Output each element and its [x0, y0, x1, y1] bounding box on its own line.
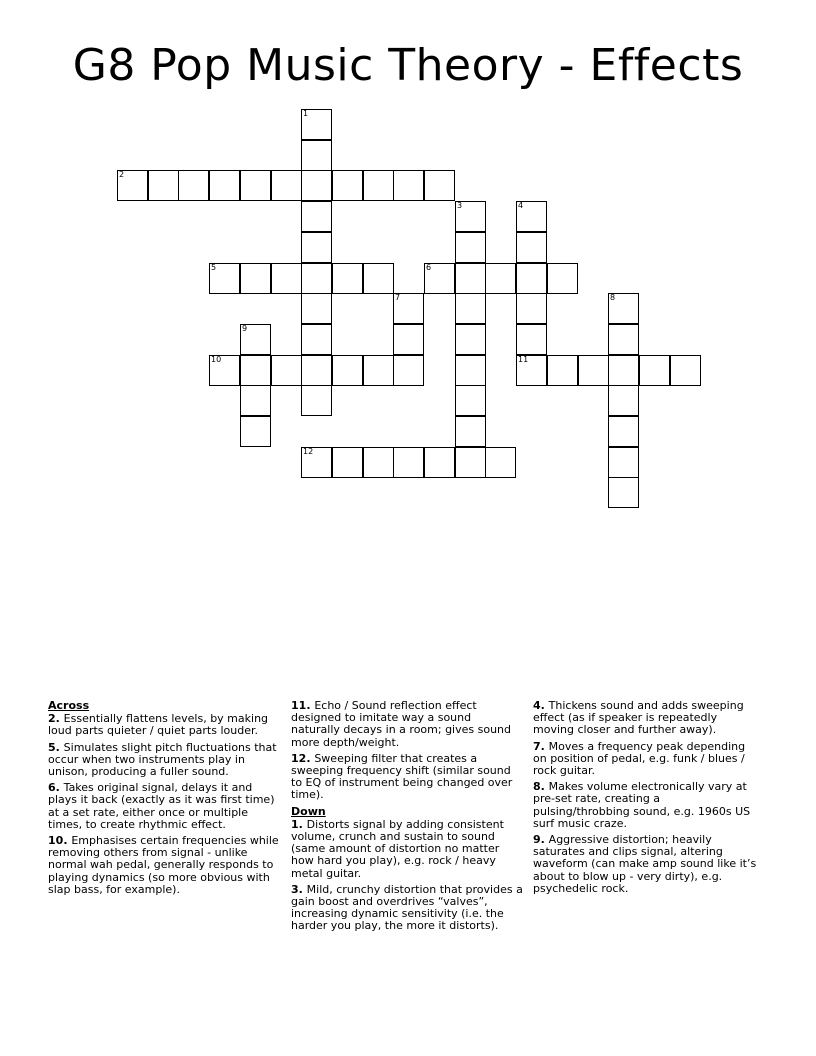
grid-cell[interactable] [455, 447, 486, 478]
grid-cell[interactable] [240, 263, 271, 294]
across-heading: Across [48, 699, 90, 712]
clue-across-5: 5. Simulates slight pitch fluctuations that occur when two instruments play in unison, producing a fuller sound. [48, 740, 277, 779]
grid-cell[interactable] [301, 201, 332, 232]
grid-cell[interactable] [271, 170, 302, 201]
grid-cell[interactable] [301, 385, 332, 416]
grid-cell[interactable] [455, 263, 486, 294]
grid-cell[interactable] [485, 263, 516, 294]
grid-cell[interactable] [578, 355, 609, 386]
clue-column-1 [48, 700, 280, 900]
grid-cell[interactable] [639, 355, 670, 386]
grid-cell[interactable] [332, 170, 363, 201]
grid-cell[interactable] [209, 263, 240, 294]
grid-cell[interactable] [608, 385, 639, 416]
grid-cell[interactable] [363, 355, 394, 386]
clue-down-3: 3. Mild, crunchy distortion that provides a gain boost and overdrives “valves”, increasing dynamic sensitivity (i.e. the harder you play, the more it distorts). [291, 882, 523, 933]
grid-cell[interactable] [424, 263, 455, 294]
grid-cell[interactable] [363, 170, 394, 201]
clue-column-2 [291, 700, 523, 937]
clue-number: 12 [303, 447, 314, 456]
grid-cell[interactable] [424, 170, 455, 201]
grid-cell[interactable] [301, 324, 332, 355]
grid-cell[interactable] [332, 263, 363, 294]
clue-number: 2 [119, 170, 125, 179]
grid-cell[interactable] [301, 355, 332, 386]
clue-down-8: 8. Makes volume electronically vary at pre-set rate, creating a pulsing/throbbing sound, e.g. 1960s US surf music craze. [533, 780, 751, 830]
clue-number: 10 [211, 355, 222, 364]
grid-cell[interactable] [516, 263, 547, 294]
grid-cell[interactable] [301, 447, 332, 478]
grid-cell[interactable] [455, 324, 486, 355]
clue-number: 1 [303, 109, 309, 118]
grid-cell[interactable] [271, 355, 302, 386]
grid-cell[interactable] [240, 385, 271, 416]
grid-cell[interactable] [363, 263, 394, 294]
grid-cell[interactable] [393, 170, 424, 201]
down-heading: Down [291, 804, 326, 818]
grid-cell[interactable] [393, 293, 424, 324]
grid-cell[interactable] [670, 355, 701, 386]
grid-cell[interactable] [393, 447, 424, 478]
grid-cell[interactable] [240, 355, 271, 386]
grid-cell[interactable] [608, 416, 639, 447]
grid-cell[interactable] [455, 355, 486, 386]
grid-cell[interactable] [485, 447, 516, 478]
grid-cell[interactable] [393, 355, 424, 386]
grid-cell[interactable] [301, 140, 332, 171]
grid-cell[interactable] [516, 293, 547, 324]
grid-cell[interactable] [547, 355, 578, 386]
grid-cell[interactable] [209, 355, 240, 386]
clue-across-11: 11. Echo / Sound reflection effect designed to imitate way a sound naturally decays in a room; gives sound more depth/weight. [291, 699, 512, 749]
grid-cell[interactable] [455, 416, 486, 447]
grid-cell[interactable] [608, 477, 639, 508]
clue-number: 6 [426, 263, 432, 272]
clue-across-6: 6. Takes original signal, delays it and plays it back (exactly as it was first time) at a set rate, either once or multiple times, to create rhythmic effect. [48, 781, 275, 831]
clue-down-9: 9. Aggressive distortion; heavily saturates and clips signal, altering waveform (can make amp sound like it’s about to blow up - very dirty), e.g. psychedelic rock. [533, 833, 757, 895]
clue-number: 11 [518, 355, 529, 364]
grid-cell[interactable] [516, 201, 547, 232]
grid-cell[interactable] [393, 324, 424, 355]
grid-cell[interactable] [516, 355, 547, 386]
grid-cell[interactable] [424, 447, 455, 478]
grid-cell[interactable] [301, 170, 332, 201]
grid-cell[interactable] [209, 170, 240, 201]
clue-number: 8 [610, 293, 616, 302]
grid-cell[interactable] [455, 385, 486, 416]
clue-number: 9 [242, 324, 248, 333]
clue-number: 3 [457, 201, 463, 210]
clue-down-1: 1. Distorts signal by adding consistent volume, crunch and sustain to sound (same amount of distortion no matter how hard you play), e.g. rock / heavy metal guitar. [291, 817, 504, 880]
clue-number: 5 [211, 263, 217, 272]
grid-cell[interactable] [363, 447, 394, 478]
clue-down-7: 7. Moves a frequency peak depending on position of pedal, e.g. funk / blues / rock guitar. [533, 739, 746, 778]
grid-cell[interactable] [240, 170, 271, 201]
grid-cell[interactable] [301, 232, 332, 263]
grid-cell[interactable] [516, 232, 547, 263]
puzzle-title: G8 Pop Music Theory - Effects [72, 40, 744, 91]
grid-cell[interactable] [301, 293, 332, 324]
grid-cell[interactable] [455, 293, 486, 324]
clue-across-12: 12. Sweeping filter that creates a sweeping frequency shift (similar sound to EQ of instrument being changed over time). [291, 751, 513, 802]
clue-down-4: 4. Thickens sound and adds sweeping effect (as if speaker is repeatedly moving closer and further away). [533, 699, 744, 737]
clue-column-3 [533, 700, 758, 899]
grid-cell[interactable] [271, 263, 302, 294]
grid-cell[interactable] [608, 293, 639, 324]
grid-cell[interactable] [240, 416, 271, 447]
grid-cell[interactable] [332, 355, 363, 386]
grid-cell[interactable] [547, 263, 578, 294]
grid-cell[interactable] [608, 355, 639, 386]
grid-cell[interactable] [301, 263, 332, 294]
grid-cell[interactable] [516, 324, 547, 355]
grid-cell[interactable] [455, 201, 486, 232]
clue-number: 4 [518, 201, 524, 210]
grid-cell[interactable] [455, 232, 486, 263]
clue-across-2: 2. Essentially flattens levels, by making loud parts quieter / quiet parts louder. [48, 712, 269, 738]
grid-cell[interactable] [240, 324, 271, 355]
grid-cell[interactable] [608, 447, 639, 478]
clue-across-10: 10. Emphasises certain frequencies while removing others from signal - unlike normal wah pedal, generally responds to playing dynamics (so more obvious with slap bass, for example). [48, 834, 279, 896]
grid-cell[interactable] [608, 324, 639, 355]
grid-cell[interactable] [117, 170, 148, 201]
grid-cell[interactable] [148, 170, 179, 201]
grid-cell[interactable] [178, 170, 209, 201]
grid-cell[interactable] [301, 109, 332, 140]
clue-number: 7 [395, 293, 401, 302]
grid-cell[interactable] [332, 447, 363, 478]
